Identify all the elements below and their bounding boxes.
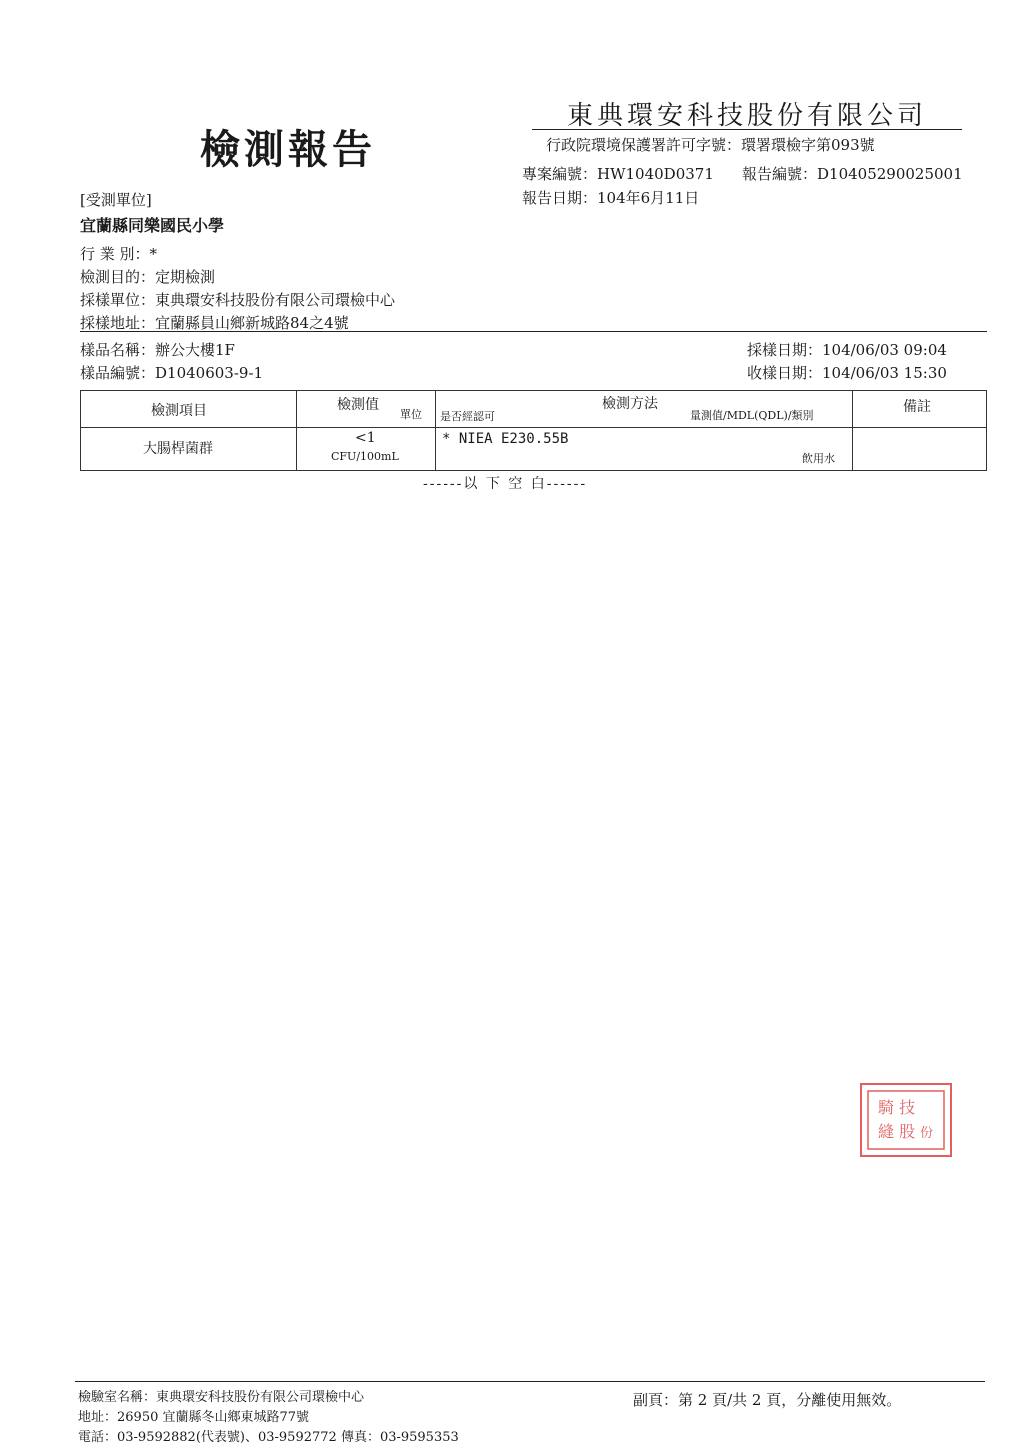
report-date: 報告日期：104年6月11日 [522,189,700,207]
header-remark: 備註 [903,399,931,415]
seal-icon [864,1087,948,1153]
client-label: [受測單位] [80,191,152,209]
footer-divider [75,1381,985,1382]
row-method: * NIEA E230.55B [442,431,569,447]
divider-line [80,331,987,332]
header-method: 檢測方法 [602,396,658,412]
industry: 行 業 別：* [80,245,158,263]
company-name: 東典環安科技股份有限公司 [567,101,928,131]
svg-text:縫 股: 縫 股 [878,1122,916,1141]
header-certified: 是否經認可 [440,410,495,423]
sample-id: 樣品編號：D1040603-9-1 [80,364,264,382]
company-underline [532,129,962,130]
report-number: 報告編號：D10405290025001 [742,165,963,183]
header-unit: 單位 [400,408,422,421]
sampling-address: 採樣地址：宜蘭縣員山鄉新城路84之4號 [80,314,349,332]
header-value: 檢測值 [337,397,379,413]
row-category: 飲用水 [802,452,835,465]
page-info: 副頁：第 2 頁/共 2 頁，分離使用無效。 [633,1391,902,1409]
project-number: 專案編號：HW1040D0371 [522,165,714,183]
row-unit: CFU/100mL [331,450,399,463]
test-purpose: 檢測目的：定期檢測 [80,268,216,286]
sample-name: 樣品名稱：辦公大樓1F [80,341,235,359]
lab-name: 檢驗室名稱：東典環安科技股份有限公司環檢中心 [78,1390,365,1405]
header-item: 檢測項目 [151,403,207,419]
sampling-unit: 採樣單位：東典環安科技股份有限公司環檢中心 [80,291,396,309]
end-of-results-mark: ------以 下 空 白------ [423,476,588,492]
svg-text:份: 份 [920,1126,934,1141]
row-value: <1 [355,430,376,446]
company-seal-stamp [860,1083,952,1157]
table-header-row [81,391,987,428]
permit-number: 行政院環境保護署許可字號：環署環檢字第093號 [546,136,875,154]
table-row [81,428,987,471]
header-mdl: 量測值/MDL(QDL)/類別 [690,409,814,422]
row-item: 大腸桿菌群 [143,441,213,457]
svg-text:騎 技: 騎 技 [878,1098,916,1117]
results-table [80,390,987,471]
lab-phone: 電話：03-9592882(代表號)、03-9592772 傳真：03-9595353 [78,1430,459,1445]
report-title: 檢測報告 [200,126,376,173]
received-date: 收樣日期：104/06/03 15:30 [747,364,947,382]
sampling-date: 採樣日期：104/06/03 09:04 [747,341,947,359]
client-name: 宜蘭縣同樂國民小學 [80,216,225,235]
lab-address: 地址：26950 宜蘭縣冬山鄉東城路77號 [78,1410,310,1425]
